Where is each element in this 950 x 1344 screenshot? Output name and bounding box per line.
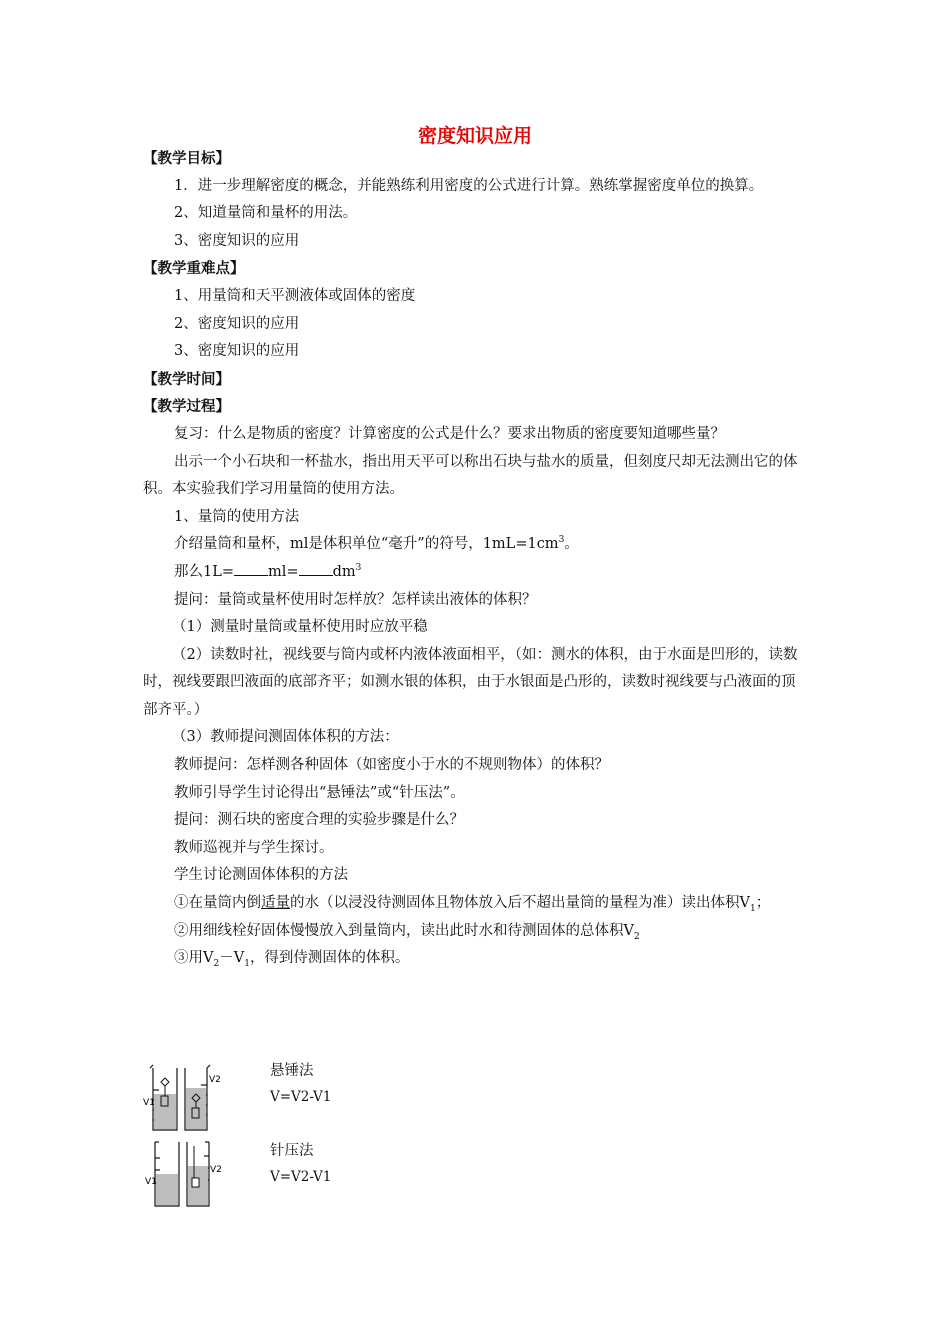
- key-point-3: 3、密度知识的应用: [174, 343, 300, 360]
- step1-text-c: ；: [755, 895, 771, 912]
- conv-text-c: dm: [332, 563, 356, 580]
- teacher-1: 教师提问：怎样测各种固体（如密度小于水的不规则物体）的体积？: [174, 757, 609, 774]
- document-body: [143, 145, 808, 973]
- heading-process: 【教学过程】: [143, 398, 230, 416]
- heading-key-points: 【教学重难点】: [143, 260, 245, 278]
- conv-text-b: ml=: [268, 563, 299, 580]
- teacher-4: 教师巡视并与学生探讨。: [174, 839, 334, 856]
- goal-3: 3、密度知识的应用: [174, 232, 300, 249]
- teacher-3: 提问：测石块的密度合理的实验步骤是什么？: [174, 812, 464, 829]
- intro-paragraph: [143, 531, 808, 559]
- step3-sub-2: 1: [244, 959, 250, 970]
- needle-method-formula: V=V2-V1: [270, 1169, 332, 1185]
- step2-text: ②用细线栓好固体慢慢放入到量筒内，读出此时水和待测固体的总体积V: [174, 922, 634, 939]
- label-v1-b: V1: [145, 1177, 157, 1187]
- float-object-1: [161, 1078, 169, 1086]
- step2-sub: 2: [633, 931, 640, 942]
- question-1: 提问：量筒或量杯使用时怎样放？怎样读出液体的体积？: [174, 591, 537, 608]
- blank-line-1: [234, 562, 268, 576]
- cylinder-3-water: [156, 1174, 178, 1205]
- conversion-paragraph: [143, 559, 808, 587]
- sinker-method-formula: V=V2-V1: [270, 1089, 332, 1105]
- blank-line-2: [299, 562, 333, 576]
- step-s3: （3）教师提问测固体体积的方法：: [172, 729, 399, 746]
- step3-text-a: ③用V: [174, 950, 214, 967]
- goal-1: 1．进一步理解密度的概念，并能熟练利用密度的公式进行计算。熟练掌握密度单位的换算。: [174, 177, 764, 194]
- sinker-method-label: [270, 1058, 331, 1110]
- show-paragraph: 出示一个小石块和一杯盐水，指出用天平可以称出石块与盐水的质量，但刻度尺却无法测出它的体积。本实验我们学习用量筒的使用方法。: [143, 453, 798, 498]
- method-step-1: [143, 890, 808, 918]
- document-title: 密度知识应用: [417, 125, 532, 147]
- section-1-title: 1、量筒的使用方法: [174, 508, 300, 525]
- conv-sup: 3: [355, 563, 362, 574]
- sinker-method-diagram: [143, 1060, 223, 1135]
- cylinder-1-water: [154, 1094, 176, 1129]
- step-s1: （1）测量时量筒或量杯使用时应放平稳: [172, 619, 428, 636]
- step1-sub: 1: [749, 903, 756, 914]
- heading-goals: 【教学目标】: [143, 150, 230, 167]
- step1-underlined: 适量: [261, 895, 290, 912]
- intro-end: 。: [564, 536, 579, 553]
- label-v2-b: V2: [210, 1165, 222, 1175]
- label-v2-a: V2: [209, 1075, 221, 1085]
- key-point-2: 2、密度知识的应用: [174, 315, 300, 332]
- pressed-object: [192, 1178, 199, 1187]
- step-s2: （2）读数时社，视线要与筒内或杯内液体液面相平，（如：测水的体积，由于水面是凹形的，读数时，视线要跟凹液面的底部齐平；如测水银的体积，由于水银面是凸形的，读数时视线要与凸液面的顶部齐平。）: [143, 646, 798, 718]
- conv-text-a: 那么1L=: [174, 563, 235, 580]
- teacher-2: 教师引导学生讨论得出“悬锤法”或“针压法”。: [174, 784, 465, 801]
- review-paragraph: 复习：什么是物质的密度？计算密度的公式是什么？要求出物质的密度要知道哪些量？: [174, 425, 725, 442]
- step1-text-a: ①在量筒内倒: [174, 895, 261, 912]
- step3-sub-1: 2: [213, 959, 220, 970]
- sinker-method-name: 悬锤法: [270, 1063, 314, 1079]
- key-point-1: 1、用量筒和天平测液体或固体的密度: [174, 287, 416, 304]
- method-step-3: [143, 945, 808, 973]
- step3-text-c: ，得到侍测固体的体积。: [249, 950, 410, 967]
- heading-time: 【教学时间】: [143, 370, 230, 388]
- teacher-5: 学生讨论测固体体积的方法: [174, 867, 348, 884]
- step3-text-b: －V: [219, 950, 245, 967]
- needle-method-name: 针压法: [270, 1143, 314, 1159]
- needle-method-diagram: [143, 1138, 223, 1210]
- needle-method-label: [270, 1138, 331, 1190]
- goal-2: 2、知道量筒和量杯的用法。: [174, 205, 358, 222]
- method-step-2: [143, 918, 808, 946]
- step1-text-b: 的水（以浸没待测固体且物体放入后不超出量筒的量程为准）读出体积V: [290, 895, 750, 912]
- intro-text: 介绍量筒和量杯，ml是体积单位“毫升”的符号，1mL=1cm: [174, 536, 559, 553]
- intro-sup: 3: [558, 535, 565, 546]
- label-v1-a: V1: [143, 1098, 155, 1108]
